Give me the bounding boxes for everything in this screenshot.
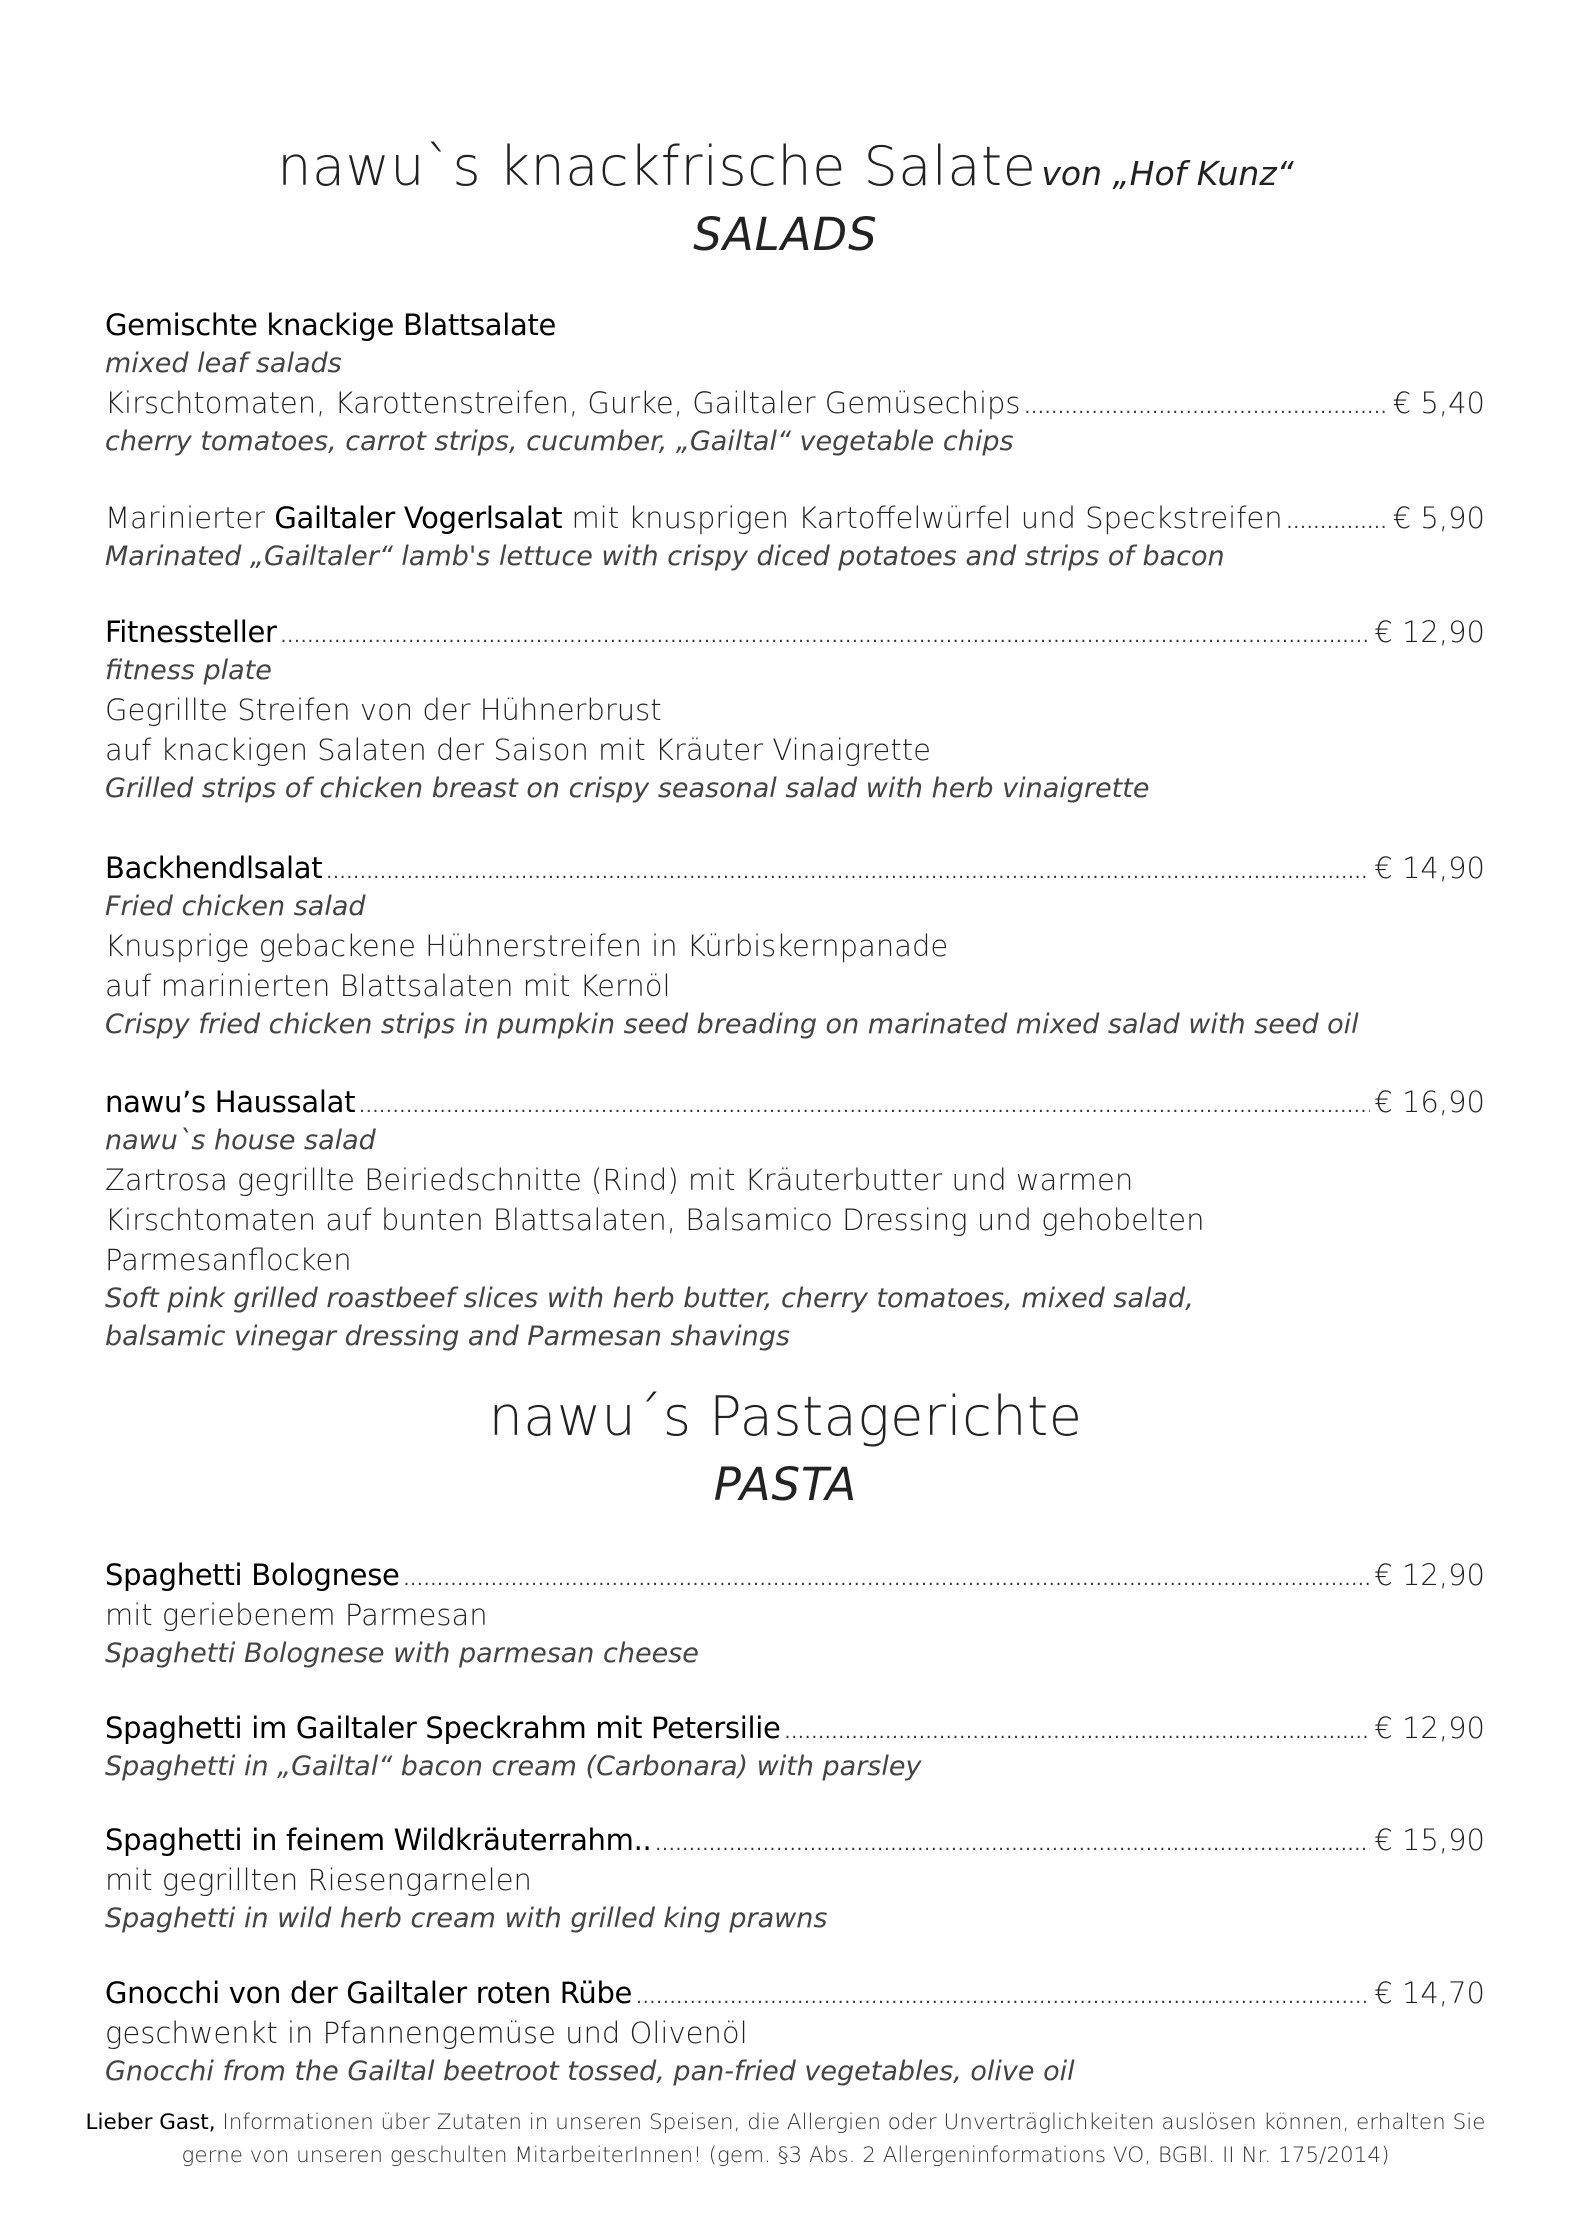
item-name: Gnocchi von der Gailtaler roten Rübe bbox=[105, 1976, 633, 2010]
item-price: € 5,40 bbox=[1392, 386, 1485, 420]
item-description-line: Knusprige gebackene Hühnerstreifen in Kürbiskernpanade bbox=[105, 929, 949, 963]
salads-title-suffix: von „Hof Kunz“ bbox=[1041, 154, 1294, 193]
item-description-en: Grilled strips of chicken breast on crispy seasonal salad with herb vinaigrette bbox=[105, 773, 1150, 804]
leader-dots bbox=[1287, 503, 1389, 543]
pasta-item-3 bbox=[105, 1820, 1485, 1938]
item-description-line: auf marinierten Blattsalaten mit Kernöl bbox=[105, 969, 671, 1003]
pasta-title-main: nawu´s Pastagerichte bbox=[488, 1385, 1083, 1448]
item-description: geschwenkt in Pfannengemüse und Olivenöl bbox=[105, 2016, 748, 2050]
item-description-en: Marinated „Gailtaler“ lamb's lettuce with crispy diced potatoes and strips of bacon bbox=[105, 541, 1225, 572]
item-name-en: mixed leaf salads bbox=[105, 348, 342, 379]
item-name: Spaghetti Bolognese bbox=[105, 1558, 400, 1592]
item-description-en: cherry tomatoes, carrot strips, cucumber, „Gailtal“ vegetable chips bbox=[105, 426, 1014, 457]
item-description-en: Spaghetti in wild herb cream with grilled king prawns bbox=[105, 1903, 828, 1934]
footer-line-2: gerne von unseren geschulten MitarbeiterInnen! (gem. §3 Abs. 2 Allergeninformations VO, BGBl. II Nr. 175/2014) bbox=[181, 2143, 1390, 2168]
item-prefix: Marinierter bbox=[105, 501, 266, 535]
salad-item-2 bbox=[105, 498, 1485, 576]
item-name: nawu’s Haussalat bbox=[105, 1085, 356, 1119]
pasta-item-1 bbox=[105, 1555, 1485, 1673]
leader-dots bbox=[281, 617, 1371, 657]
item-name: Spaghetti in feinem Wildkräuterrahm.. bbox=[105, 1823, 652, 1857]
item-name: Gailtaler Vogerlsalat bbox=[274, 501, 563, 535]
item-price: € 16,90 bbox=[1374, 1085, 1485, 1119]
item-description-line: Gegrillte Streifen von der Hühnerbrust bbox=[105, 693, 662, 727]
item-name-en: Fried chicken salad bbox=[105, 891, 366, 922]
item-description-en: Crispy fried chicken strips in pumpkin seed breading on marinated mixed salad with seed oil bbox=[105, 1009, 1359, 1040]
item-price: € 12,90 bbox=[1374, 615, 1485, 649]
leader-dots bbox=[359, 1087, 1370, 1127]
item-description: Kirschtomaten, Karottenstreifen, Gurke, Gailtaler Gemüsechips bbox=[105, 386, 1021, 420]
item-description-en: Gnocchi from the Gailtal beetroot tossed, pan-fried vegetables, olive oil bbox=[105, 2056, 1075, 2087]
item-description-en: Spaghetti Bolognese with parmesan cheese bbox=[105, 1638, 699, 1669]
item-name: Backhendlsalat bbox=[105, 851, 323, 885]
item-price: € 15,90 bbox=[1374, 1823, 1485, 1857]
item-description: mit geriebenem Parmesan bbox=[105, 1598, 488, 1632]
item-price: € 12,90 bbox=[1374, 1558, 1485, 1592]
item-name: Fitnessteller bbox=[105, 615, 277, 649]
leader-dots bbox=[326, 853, 1370, 893]
item-price: € 5,90 bbox=[1392, 501, 1485, 535]
salad-item-5 bbox=[105, 1082, 1485, 1356]
leader-dots bbox=[404, 1560, 1371, 1600]
salad-item-3 bbox=[105, 612, 1485, 808]
item-description-line: Parmesanflocken bbox=[105, 1243, 352, 1277]
salads-title-main: nawu`s knackfrische Salate bbox=[277, 135, 1037, 198]
pasta-item-4 bbox=[105, 1973, 1485, 2091]
leader-dots bbox=[636, 1978, 1370, 2018]
item-name: Gemischte knackige Blattsalate bbox=[105, 308, 557, 342]
salad-item-1 bbox=[105, 305, 1485, 461]
item-description-en-line: balsamic vinegar dressing and Parmesan shavings bbox=[105, 1321, 790, 1352]
item-name: Spaghetti im Gailtaler Speckrahm mit Petersilie bbox=[105, 1711, 781, 1745]
item-name-en: fitness plate bbox=[105, 655, 272, 686]
item-description: mit knusprigen Kartoffelwürfel und Speckstreifen bbox=[571, 501, 1283, 535]
salads-title bbox=[0, 135, 1571, 198]
salad-item-4 bbox=[105, 848, 1485, 1044]
footer-greeting: Lieber Gast, bbox=[85, 2110, 216, 2135]
leader-dots bbox=[655, 1825, 1370, 1865]
item-name-en: nawu`s house salad bbox=[105, 1125, 376, 1156]
salads-title-en: SALADS bbox=[693, 208, 878, 261]
item-description-line: Zartrosa gegrillte Beiriedschnitte (Rind) mit Kräuterbutter und warmen bbox=[105, 1163, 1134, 1197]
item-description-line: Kirschtomaten auf bunten Blattsalaten, Balsamico Dressing und gehobelten bbox=[105, 1203, 1205, 1237]
leader-dots bbox=[785, 1713, 1371, 1753]
item-price: € 14,90 bbox=[1374, 851, 1485, 885]
footer-line-1: Informationen über Zutaten in unseren Speisen, die Allergien oder Unverträglichkeiten auslösen können, erhalten Sie bbox=[222, 2110, 1486, 2135]
item-description-en: Spaghetti in „Gailtal“ bacon cream (Carbonara) with parsley bbox=[105, 1751, 922, 1782]
item-price: € 12,90 bbox=[1374, 1711, 1485, 1745]
item-price: € 14,70 bbox=[1374, 1976, 1485, 2010]
item-description-line: auf knackigen Salaten der Saison mit Kräuter Vinaigrette bbox=[105, 733, 931, 767]
pasta-item-2 bbox=[105, 1708, 1485, 1786]
item-description: mit gegrillten Riesengarnelen bbox=[105, 1863, 532, 1897]
pasta-title-en: PASTA bbox=[713, 1458, 858, 1511]
allergen-notice bbox=[80, 2106, 1491, 2172]
item-description-en-line: Soft pink grilled roastbeef slices with herb butter, cherry tomatoes, mixed salad, bbox=[105, 1283, 1194, 1314]
leader-dots bbox=[1025, 388, 1389, 428]
pasta-title bbox=[0, 1385, 1571, 1448]
